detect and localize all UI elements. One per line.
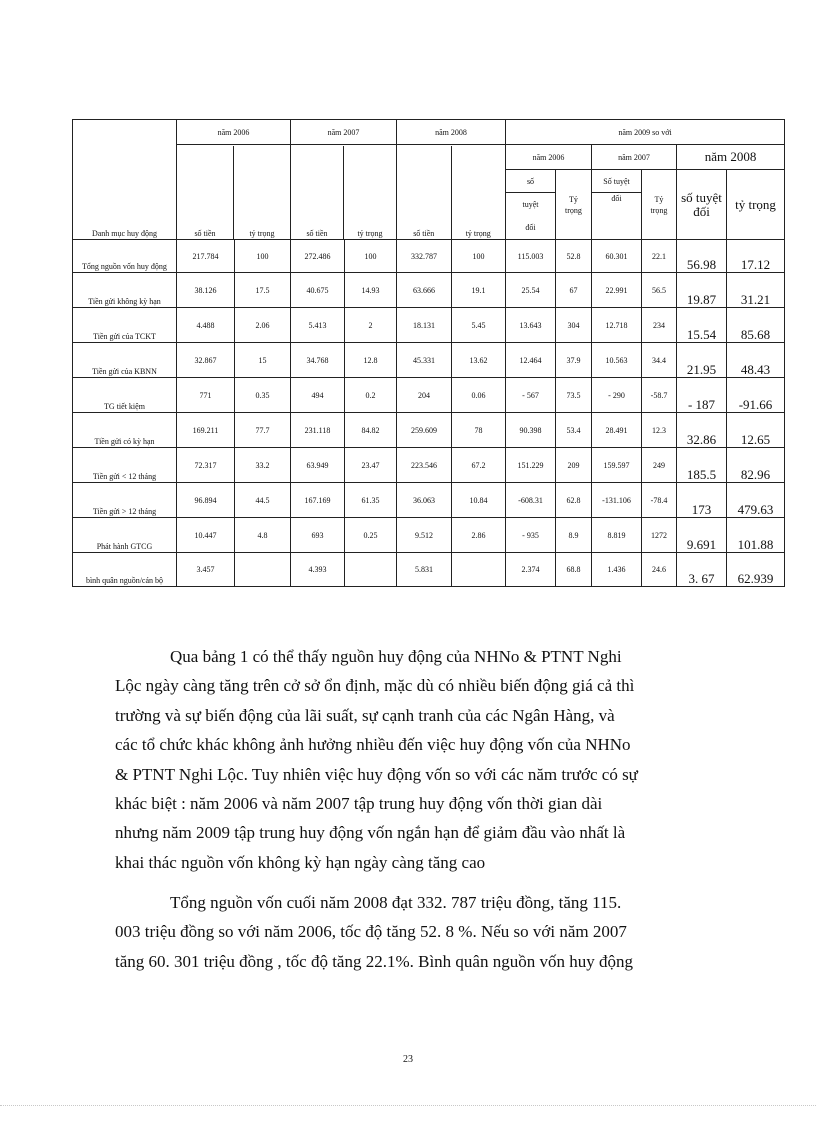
header-ty-trong-2007: tỷ trọng xyxy=(357,229,383,238)
header-2008: năm 2008 xyxy=(397,120,506,145)
table-cell: 115.003 xyxy=(506,240,556,273)
header-cmp-2006: năm 2006 xyxy=(506,145,592,170)
table-cell: 17.12 xyxy=(727,240,785,273)
table-cell: 272.486 xyxy=(291,240,345,273)
row-label: Tiền gửi không kỳ hạn xyxy=(73,273,177,308)
ratio-line-2: trọng xyxy=(565,205,582,215)
table-row xyxy=(73,343,785,378)
table-cell: 63.949 xyxy=(291,448,345,483)
row-label: Phát hành GTCG xyxy=(73,518,177,553)
table-cell: 100 xyxy=(235,240,291,273)
table-cell: 62.8 xyxy=(556,483,592,518)
table-cell: 217.784 xyxy=(177,240,235,273)
ratio-line-1: Tỷ xyxy=(654,194,664,204)
table-cell: 12.65 xyxy=(727,413,785,448)
table-cell: 0.35 xyxy=(235,378,291,413)
table-cell: 36.063 xyxy=(397,483,452,518)
table-cell: 22.991 xyxy=(592,273,642,308)
table-cell: 60.301 xyxy=(592,240,642,273)
header-abs-2006-b xyxy=(506,193,556,240)
row-label: TG tiết kiệm xyxy=(73,378,177,413)
table-cell: 73.5 xyxy=(556,378,592,413)
table-cell: 67 xyxy=(556,273,592,308)
table-cell: 5.831 xyxy=(397,553,452,587)
p1-line: nhưng năm 2009 tập trung huy động vốn ngắn hạn để giảm đầu vào nhất là xyxy=(115,823,626,843)
table-cell: 234 xyxy=(642,308,677,343)
table-cell: 13.62 xyxy=(452,343,506,378)
table-cell: 22.1 xyxy=(642,240,677,273)
table-cell: 101.88 xyxy=(727,518,785,553)
p2-line: Tổng nguồn vốn cuối năm 2008 đạt 332. 787 triệu đồng, tăng 115. xyxy=(170,893,622,912)
table-cell: 67.2 xyxy=(452,448,506,483)
table-cell: 167.169 xyxy=(291,483,345,518)
row-label: Tổng nguồn vốn huy động xyxy=(73,240,177,273)
table-cell: 771 xyxy=(177,378,235,413)
table-row xyxy=(73,308,785,343)
table-cell: 14.93 xyxy=(345,273,397,308)
table-cell: 332.787 xyxy=(397,240,452,273)
table-cell: 24.6 xyxy=(642,553,677,587)
header-amount-2008 xyxy=(397,145,506,240)
p1-line: các tổ chức khác không ảnh hưởng nhiều đến việc huy động vốn của NHNo xyxy=(115,735,631,755)
table-cell: 12.8 xyxy=(345,343,397,378)
p1-line: khai thác nguồn vốn không kỳ hạn ngày càng tăng cao xyxy=(115,852,486,872)
table-cell: 9.512 xyxy=(397,518,452,553)
ratio-line-1: Tỷ xyxy=(569,194,578,204)
table-cell: 63.666 xyxy=(397,273,452,308)
funding-table xyxy=(72,119,785,587)
paragraph-1 xyxy=(115,642,725,877)
table-cell: 34.768 xyxy=(291,343,345,378)
header-cmp-2007: năm 2007 xyxy=(592,145,677,170)
page-bottom-rule xyxy=(0,1105,816,1106)
table-cell: 23.47 xyxy=(345,448,397,483)
table-cell: 40.675 xyxy=(291,273,345,308)
table-cell: 2 xyxy=(345,308,397,343)
table-cell: 1272 xyxy=(642,518,677,553)
table-cell: - 935 xyxy=(506,518,556,553)
table-row xyxy=(73,378,785,413)
table-cell: 223.546 xyxy=(397,448,452,483)
table-cell: 19.87 xyxy=(677,273,727,308)
row-label: Tiền gửi có kỳ hạn xyxy=(73,413,177,448)
table-cell: 4.488 xyxy=(177,308,235,343)
table-cell: 173 xyxy=(677,483,727,518)
table-cell: 62.939 xyxy=(727,553,785,587)
header-2007: năm 2007 xyxy=(291,120,397,145)
row-label: Tiền gửi của KBNN xyxy=(73,343,177,378)
table-cell: 159.597 xyxy=(592,448,642,483)
header-ty-trong-2008: tỷ trọng xyxy=(465,229,491,238)
table-cell: 21.95 xyxy=(677,343,727,378)
table-cell: 32.867 xyxy=(177,343,235,378)
table-cell: 15.54 xyxy=(677,308,727,343)
table-cell: 12.718 xyxy=(592,308,642,343)
table-cell: 10.447 xyxy=(177,518,235,553)
table-cell: 52.8 xyxy=(556,240,592,273)
abs-line-2: tuyệt xyxy=(522,200,539,209)
header-abs-2006-a: số xyxy=(506,170,556,193)
row-label: Tiền gửi > 12 tháng xyxy=(73,483,177,518)
table-cell: 17.5 xyxy=(235,273,291,308)
header-abs-2007-a: Số tuyệt xyxy=(592,170,642,193)
table-cell: 5.45 xyxy=(452,308,506,343)
table-cell: 0.2 xyxy=(345,378,397,413)
header-so-tien-2006: số tiền xyxy=(177,146,234,239)
table-cell: 28.491 xyxy=(592,413,642,448)
table-cell: 693 xyxy=(291,518,345,553)
table-cell: 100 xyxy=(345,240,397,273)
table-cell: 12.3 xyxy=(642,413,677,448)
table-cell: 18.131 xyxy=(397,308,452,343)
paragraph-2 xyxy=(115,888,725,976)
table-cell: 34.4 xyxy=(642,343,677,378)
table-cell: 72.317 xyxy=(177,448,235,483)
table-cell xyxy=(452,553,506,587)
table-cell: 19.1 xyxy=(452,273,506,308)
table-cell: 13.643 xyxy=(506,308,556,343)
table-cell xyxy=(235,553,291,587)
table-cell: 2.06 xyxy=(235,308,291,343)
p1-line: Lộc ngày càng tăng trên cở sở ổn định, mặc dù có nhiều biến động giá cả thì xyxy=(115,676,635,696)
ratio-line-2: trọng xyxy=(650,205,668,215)
table-cell: 9.691 xyxy=(677,518,727,553)
table-cell: -608.31 xyxy=(506,483,556,518)
table-cell: -58.7 xyxy=(642,378,677,413)
table-cell: 100 xyxy=(452,240,506,273)
table-cell: 304 xyxy=(556,308,592,343)
header-abs-2007-b: đối xyxy=(592,193,642,240)
table-cell: - 290 xyxy=(592,378,642,413)
table-cell: 10.84 xyxy=(452,483,506,518)
p2-line: tăng 60. 301 triệu đồng , tốc độ tăng 22.1%. Bình quân nguồn vốn huy động xyxy=(115,951,633,971)
table-cell: 10.563 xyxy=(592,343,642,378)
table-row xyxy=(73,553,785,587)
row-label: Tiền gửi của TCKT xyxy=(73,308,177,343)
table-cell: 78 xyxy=(452,413,506,448)
table-row xyxy=(73,413,785,448)
table-cell: 61.35 xyxy=(345,483,397,518)
table-row xyxy=(73,448,785,483)
table-cell: 4.393 xyxy=(291,553,345,587)
header-so-tien-2007: số tiền xyxy=(291,146,344,239)
table-cell xyxy=(345,553,397,587)
table-cell: 169.211 xyxy=(177,413,235,448)
table-cell: -78.4 xyxy=(642,483,677,518)
table-cell: 4.8 xyxy=(235,518,291,553)
table-cell: 84.82 xyxy=(345,413,397,448)
row-label: bình quân nguồn/cán bộ xyxy=(73,553,177,587)
table-cell: 56.5 xyxy=(642,273,677,308)
table-row xyxy=(73,518,785,553)
table-cell: 209 xyxy=(556,448,592,483)
header-abs-2008: số tuyệt đối xyxy=(677,170,727,240)
row-label: Tiền gửi < 12 tháng xyxy=(73,448,177,483)
table-row xyxy=(73,273,785,308)
p2-line: 003 triệu đồng so với năm 2006, tốc độ tăng 52. 8 %. Nếu so với năm 2007 xyxy=(115,922,627,942)
table-cell: 48.43 xyxy=(727,343,785,378)
table-cell: 2.86 xyxy=(452,518,506,553)
table-cell: 44.5 xyxy=(235,483,291,518)
table-cell: 32.86 xyxy=(677,413,727,448)
table-cell: 8.9 xyxy=(556,518,592,553)
header-cmp-2008: năm 2008 xyxy=(677,145,785,170)
header-so-tien-2008: số tiền xyxy=(397,146,451,239)
table-cell: 90.398 xyxy=(506,413,556,448)
table-cell: 204 xyxy=(397,378,452,413)
table-cell: 68.8 xyxy=(556,553,592,587)
header-ratio-2007 xyxy=(642,170,677,240)
p1-line: trường và sự biến động của lãi suất, sự cạnh tranh của các Ngân Hàng, và xyxy=(115,705,615,725)
table-cell: 231.118 xyxy=(291,413,345,448)
p1-line: Qua bảng 1 có thể thấy nguồn huy động của NHNo & PTNT Nghi xyxy=(170,647,622,666)
table-cell: 31.21 xyxy=(727,273,785,308)
table-cell: -91.66 xyxy=(727,378,785,413)
header-2006: năm 2006 xyxy=(177,120,291,145)
table-cell: 37.9 xyxy=(556,343,592,378)
table-cell: 3. 67 xyxy=(677,553,727,587)
p1-line: khác biệt : năm 2006 và năm 2007 tập trung huy động vốn thời gian dài xyxy=(115,794,603,814)
p1-line: & PTNT Nghi Lộc. Tuy nhiên việc huy động vốn so với các năm trước có sự xyxy=(115,764,638,784)
table-cell: -131.106 xyxy=(592,483,642,518)
page-number: 23 xyxy=(403,1054,413,1065)
table-cell: 3.457 xyxy=(177,553,235,587)
table-cell: 151.229 xyxy=(506,448,556,483)
table-cell: 15 xyxy=(235,343,291,378)
table-cell: 12.464 xyxy=(506,343,556,378)
header-ratio-2006 xyxy=(556,170,592,240)
table-cell: 25.54 xyxy=(506,273,556,308)
table-cell: 249 xyxy=(642,448,677,483)
table-cell: 5.413 xyxy=(291,308,345,343)
header-amount-2006 xyxy=(177,145,291,240)
table-cell: 96.894 xyxy=(177,483,235,518)
table-cell: 479.63 xyxy=(727,483,785,518)
table-cell: 0.06 xyxy=(452,378,506,413)
table-cell: 1.436 xyxy=(592,553,642,587)
table-cell: 0.25 xyxy=(345,518,397,553)
abs-line-3: đối xyxy=(525,223,536,232)
header-category: Danh mục huy động xyxy=(73,120,177,240)
header-amount-2007 xyxy=(291,145,397,240)
table-cell: 33.2 xyxy=(235,448,291,483)
header-compare-2009: năm 2009 so với xyxy=(506,120,785,145)
table-cell: 45.331 xyxy=(397,343,452,378)
header-ratio-2008: tỷ trọng xyxy=(727,170,785,240)
table-cell: 8.819 xyxy=(592,518,642,553)
table-cell: 2.374 xyxy=(506,553,556,587)
header-ty-trong-2006: tỷ trọng xyxy=(249,229,275,238)
table-row xyxy=(73,240,785,273)
table-cell: 38.126 xyxy=(177,273,235,308)
table-cell: 77.7 xyxy=(235,413,291,448)
table-cell: - 567 xyxy=(506,378,556,413)
table-cell: 53.4 xyxy=(556,413,592,448)
table-row xyxy=(73,483,785,518)
table-cell: 85.68 xyxy=(727,308,785,343)
table-cell: 56.98 xyxy=(677,240,727,273)
table-cell: 259.609 xyxy=(397,413,452,448)
table-cell: 185.5 xyxy=(677,448,727,483)
table-cell: 494 xyxy=(291,378,345,413)
table-cell: 82.96 xyxy=(727,448,785,483)
table-cell: - 187 xyxy=(677,378,727,413)
